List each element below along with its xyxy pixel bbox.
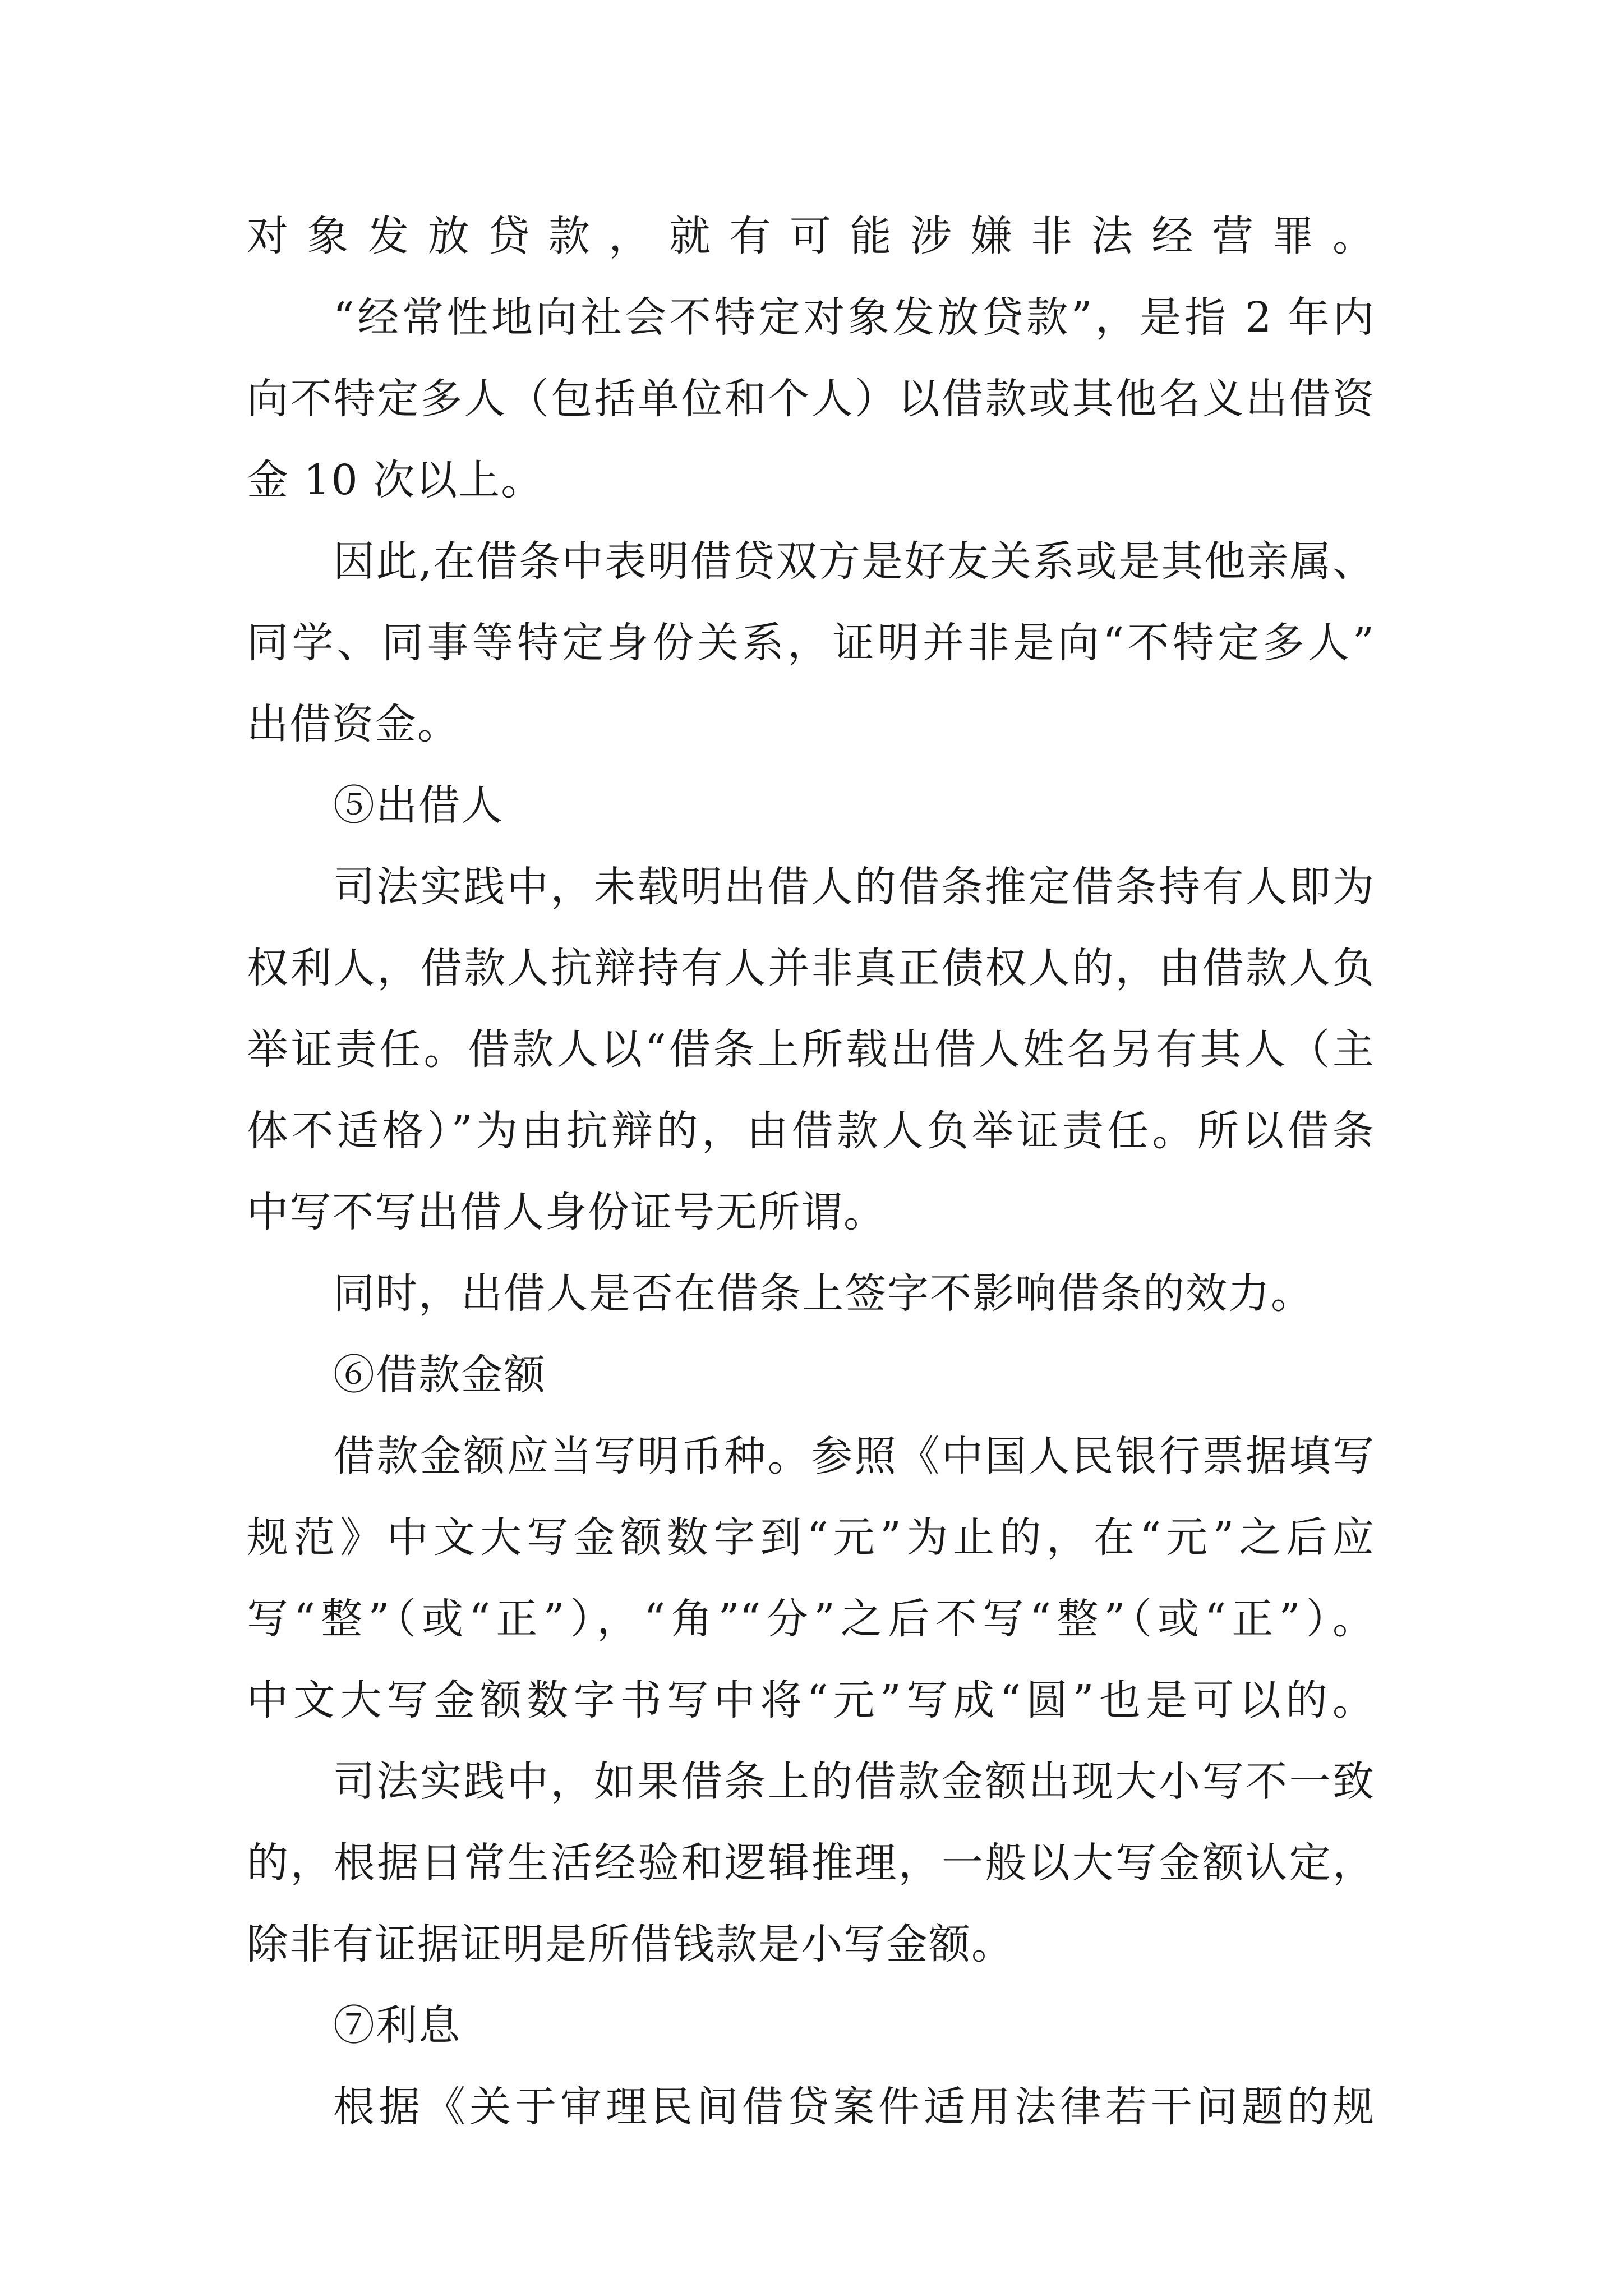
text-line-14: 同时，出借人是否在借条上签字不影响借条的效力。	[333, 1269, 1313, 1318]
text-line-13: 中写不写出借人身份证号无所谓。	[247, 1188, 886, 1236]
text-line-20: 司法实践中，如果借条上的借款金额出现大小写不一致	[333, 1757, 1374, 1806]
text-line-24: 根据《关于审理民间借贷案件适用法律若干问题的规	[333, 2083, 1374, 2131]
text-line-1: 对象发放贷款，就有可能涉嫌非法经营罪。	[247, 212, 1374, 260]
text-line-5: 因此,在借条中表明借贷双方是好友关系或是其他亲属、	[333, 537, 1374, 586]
text-line-6: 同学、同事等特定身份关系，证明并非是向“不特定多人”	[247, 619, 1374, 667]
text-line-18: 写“整”（或“正”），“角”“分”之后不写“整”（或“正”）。	[247, 1595, 1374, 1643]
text-line-10: 权利人，借款人抗辩持有人并非真正债权人的，由借款人负	[247, 944, 1374, 992]
section-heading-6: ⑥借款金额	[333, 1351, 546, 1399]
text-line-4: 金 10 次以上。	[247, 456, 544, 504]
text-line-9: 司法实践中，未载明出借人的借条推定借条持有人即为	[333, 863, 1374, 911]
text-line-21: 的，根据日常生活经验和逻辑推理，一般以大写金额认定，	[247, 1839, 1374, 1887]
text-line-7: 出借资金。	[247, 700, 460, 748]
text-line-22: 除非有证据证明是所借钱款是小写金额。	[247, 1920, 1014, 1968]
text-line-17: 规范》中文大写金额数字到“元”为止的，在“元”之后应	[247, 1513, 1374, 1562]
text-line-12: 体不适格）”为由抗辩的，由借款人负举证责任。所以借条	[247, 1107, 1374, 1155]
section-heading-5: ⑤出借人	[333, 781, 504, 830]
text-line-16: 借款金额应当写明币种。参照《中国人民银行票据填写	[333, 1432, 1374, 1480]
text-line-19: 中文大写金额数字书写中将“元”写成“圆”也是可以的。	[247, 1676, 1374, 1724]
section-heading-7: ⑦利息	[333, 2001, 461, 2050]
text-line-2: “经常性地向社会不特定对象发放贷款”，是指 2 年内	[333, 293, 1374, 342]
text-line-3: 向不特定多人（包括单位和个人）以借款或其他名义出借资	[247, 375, 1374, 423]
text-line-11: 举证责任。借款人以“借条上所载出借人姓名另有其人（主	[247, 1025, 1374, 1074]
